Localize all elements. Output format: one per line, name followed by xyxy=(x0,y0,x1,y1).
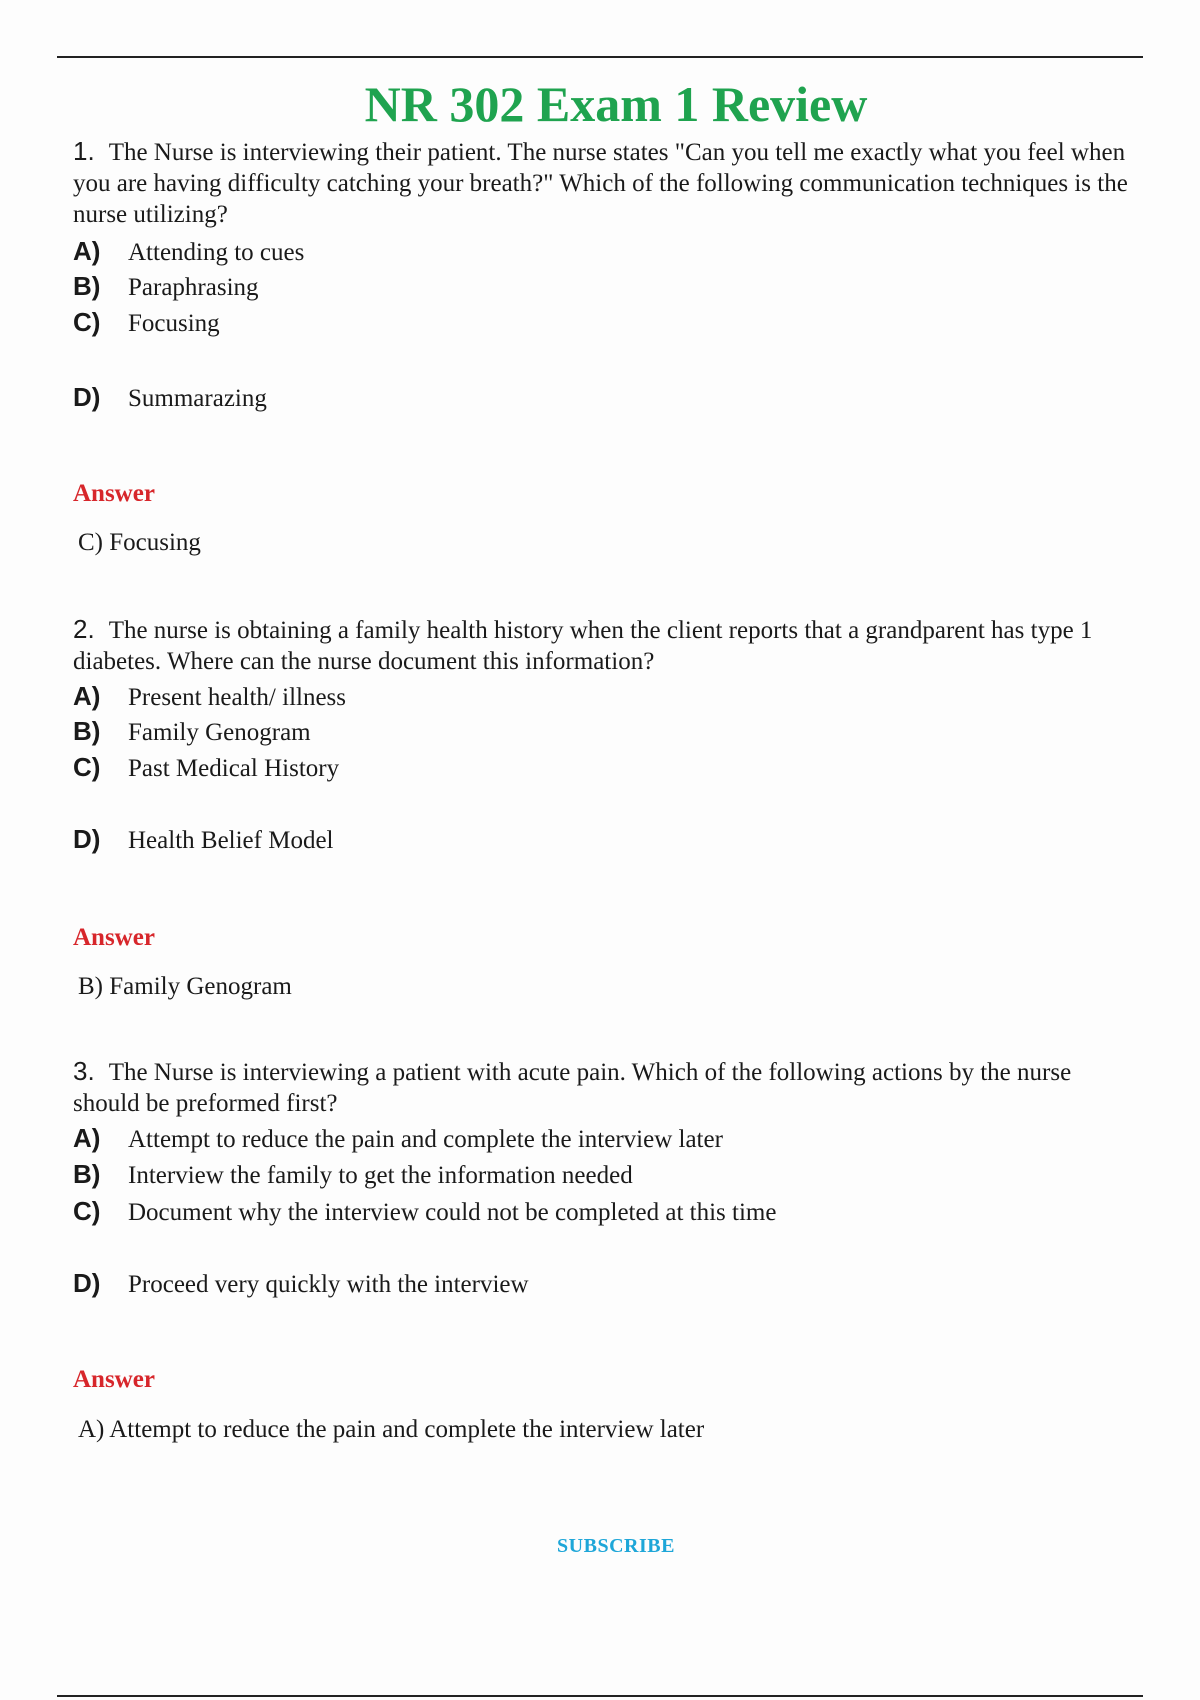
option-letter: B) xyxy=(73,716,101,746)
question-1-option-b xyxy=(73,270,259,304)
option-letter: C) xyxy=(73,307,101,337)
option-text: Health Belief Model xyxy=(128,827,334,854)
option-text: Summarazing xyxy=(128,385,267,412)
option-letter: D) xyxy=(73,824,101,854)
question-text: The nurse is obtaining a family health history when the client reports that a grandparent has type 1 diabetes. Where can the nurse document this information? xyxy=(73,617,1093,675)
top-rule xyxy=(57,56,1143,58)
option-letter: B) xyxy=(73,271,101,301)
question-3-option-c xyxy=(73,1195,776,1229)
page-title: NR 302 Exam 1 Review xyxy=(364,76,868,132)
option-letter: D) xyxy=(73,382,101,412)
question-3-option-d xyxy=(73,1267,529,1301)
option-text: Focusing xyxy=(128,310,220,337)
answer-label: Answer xyxy=(73,1366,155,1393)
option-text: Attempt to reduce the pain and complete the interview later xyxy=(128,1126,723,1153)
option-letter: D) xyxy=(73,1268,101,1298)
option-letter: A) xyxy=(73,681,101,711)
answer-text: C) Focusing xyxy=(78,529,201,556)
option-text: Family Genogram xyxy=(128,719,311,746)
option-text: Document why the interview could not be completed at this time xyxy=(128,1199,777,1226)
option-text: Present health/ illness xyxy=(128,684,347,711)
question-1-option-a xyxy=(73,235,304,269)
question-number: 1. xyxy=(73,136,95,166)
question-number: 3. xyxy=(73,1056,95,1086)
option-letter: C) xyxy=(73,752,101,782)
question-2-option-c xyxy=(73,751,339,785)
question-3 xyxy=(73,1056,1133,1119)
question-text: The Nurse is interviewing a patient with acute pain. Which of the following actions by the nurse should be preformed first? xyxy=(73,1059,1072,1117)
answer-label: Answer xyxy=(73,924,155,951)
question-2 xyxy=(73,614,1133,677)
option-text: Proceed very quickly with the interview xyxy=(128,1271,529,1298)
option-text: Paraphrasing xyxy=(128,274,259,301)
question-1-option-d xyxy=(73,381,267,415)
question-3-option-b xyxy=(73,1158,633,1192)
option-text: Attending to cues xyxy=(128,239,305,266)
question-number: 2. xyxy=(73,614,95,644)
bottom-rule xyxy=(57,1695,1143,1697)
option-letter: B) xyxy=(73,1159,101,1189)
question-2-option-a xyxy=(73,680,346,714)
subscribe-link[interactable]: SUBSCRIBE xyxy=(557,1535,675,1557)
option-text: Interview the family to get the information needed xyxy=(128,1162,633,1189)
question-2-option-d xyxy=(73,823,334,857)
question-text: The Nurse is interviewing their patient. The nurse states "Can you tell me exactly what you feel when you are having difficulty catching your breath?" Which of the following communication techniques is the nurse utilizing? xyxy=(73,139,1128,228)
option-letter: A) xyxy=(73,236,101,266)
option-text: Past Medical History xyxy=(128,755,340,782)
question-1 xyxy=(73,136,1133,230)
option-letter: A) xyxy=(73,1123,101,1153)
answer-label: Answer xyxy=(73,480,155,507)
question-1-option-c xyxy=(73,306,220,340)
question-2-option-b xyxy=(73,715,311,749)
answer-text: B) Family Genogram xyxy=(78,973,292,1000)
option-letter: C) xyxy=(73,1196,101,1226)
question-3-option-a xyxy=(73,1122,723,1156)
answer-text: A) Attempt to reduce the pain and complete the interview later xyxy=(78,1416,705,1443)
